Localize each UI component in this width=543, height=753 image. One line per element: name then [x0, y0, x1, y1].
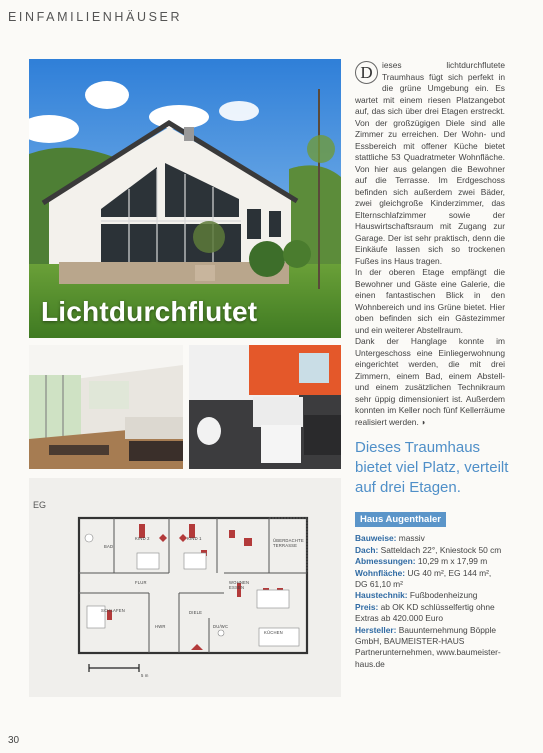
room-label-flur: FLUR [135, 580, 147, 585]
room-label-hwr: HWR [155, 624, 166, 629]
hero-title: Lichtdurchflutet [41, 296, 258, 327]
living-room-photo [29, 345, 183, 469]
bathroom-photo [189, 345, 341, 469]
house-name-badge: Haus Augenthaler [355, 512, 446, 527]
end-mark-icon: ◗ [421, 416, 427, 427]
article-body [355, 60, 505, 428]
drop-cap: D [355, 61, 378, 84]
room-label-kind1: KIND 1 [187, 536, 202, 541]
fact-row: Preis: ab OK KD schlüsselfertig ohne Extras ab 420.000 Euro [355, 601, 495, 624]
room-label-duwc: DU/WC [213, 624, 229, 629]
room-label-schlafen: SCHLAFEN [101, 608, 125, 613]
fact-row: Dach: Satteldach 22°, Kniestock 50 cm [355, 544, 502, 555]
house-facts [355, 512, 505, 670]
page-number: 30 [8, 735, 20, 746]
article-paragraph-2: In der oberen Etage empfängt die Bewohner und Gäste eine Galerie, die einen fantastischen Blick in den Wohnbereich und ins Grüne bietet. Hier oben befinden sich ein Gästezimmer und ein weiterer Abstellraum. [355, 267, 505, 335]
article-paragraph-1: ieses lichtdurchflutete Traumhaus fügt sich perfekt in die grüne Umgebung ein. Es wartet mit einem riesen Platzangebot auf, das sich über drei Etagen erstreckt. Von der großzügigen Diele sind alle Zimmer zu erreichen. Der Wohn- und Essbereich mit offener Küche bietet stattliche 53 Quadratmeter Wohnfläche. Von hier aus gelangen die Bewohner auf die Terrasse. Im Erdgeschoss befinden sich außerdem zwei Bäder, zwei gleichgroße Kinderzimmer, das Elternschlafzimmer sowie der Hauswirtschaftsraum mit Zugang zur Garage. Der ist sehr praktisch, denn die Einkäufe lassen sich so trockenen Fußes ins Haus tragen. [355, 60, 505, 266]
floor-plan-drawing [29, 478, 341, 697]
fact-row: Abmessungen: 10,29 m x 17,99 m [355, 556, 488, 567]
fact-row: Wohnfläche: UG 40 m², EG 144 m², DG 61,10 m² [355, 567, 492, 590]
bathroom-illustration [189, 345, 341, 469]
room-label-terrasse: ÜBERDACHTE TERRASSE [273, 538, 304, 548]
article-paragraph-3: Dank der Hanglage konnte im Untergeschoss eine Einliegerwohnung eingerichtet werden, die mit drei Zimmern, einem Bad, einem Abstell- und einem zusätzlichen Technikraum sehr üppig dimensioniert ist. Außerdem konnten im Keller noch fünf Kellerräume realisiert werden. ◗ [355, 336, 505, 427]
fact-row: Bauweise: massiv [355, 533, 425, 544]
floor-plan [29, 478, 341, 697]
fact-row: Hersteller: Bauunternehmung Böpple GmbH, BAUMEISTER-HAUS Partnerunternehmen, www.baumeister-haus.de [355, 624, 501, 669]
room-label-wohnen: WOHNEN ESSEN [229, 580, 250, 590]
floor-level-label: EG [33, 500, 47, 510]
scale-label: 5 m [141, 673, 149, 678]
room-label-kuechen: KÜCHEN [264, 630, 283, 635]
room-label-diele: DIELE [189, 610, 203, 615]
living-room-illustration [29, 345, 183, 469]
room-label-kind2: KIND 2 [135, 536, 150, 541]
pullquote: Dieses Traumhaus bietet viel Platz, verteilt auf drei Etagen. [355, 439, 509, 496]
fact-row: Haustechnik: Fußbodenheizung [355, 590, 478, 601]
section-title: EINFAMILIENHÄUSER [8, 10, 183, 24]
room-label-bad: BAD [104, 544, 114, 549]
